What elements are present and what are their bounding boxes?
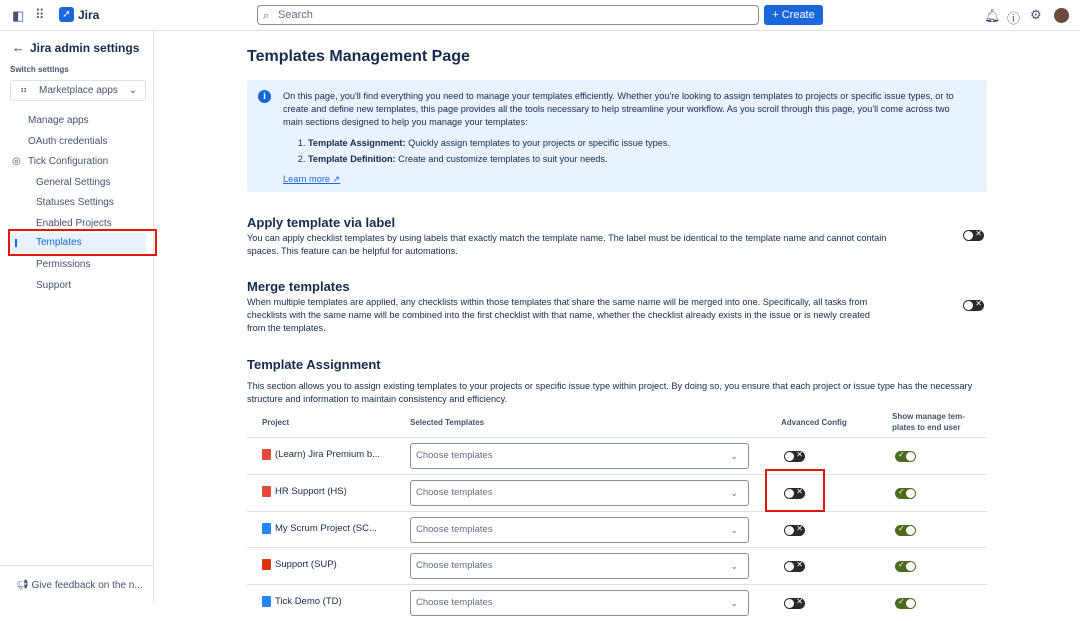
help-icon[interactable]: ⓘ	[1007, 11, 1021, 26]
notifications-icon[interactable]: 🔔︎	[984, 8, 1001, 23]
chevron-down-icon: ⌄	[730, 598, 738, 609]
column-header-selected: Selected Templates	[410, 418, 485, 427]
advanced-config-toggle[interactable]	[784, 561, 805, 572]
item-text: Quickly assign templates to your projects or specific issue types.	[405, 138, 671, 148]
feedback-button[interactable]	[0, 565, 154, 591]
show-manage-templates-toggle[interactable]	[895, 598, 916, 609]
advanced-config-toggle[interactable]	[784, 598, 805, 609]
top-bar	[0, 0, 1080, 31]
template-select[interactable]	[410, 443, 749, 469]
column-header-show: Show manage tem-plates to end user	[892, 412, 965, 432]
back-arrow-icon[interactable]: ←	[12, 40, 25, 55]
project-label: My Scrum Project (SC...	[275, 522, 377, 534]
project-name	[262, 449, 380, 460]
show-manage-templates-toggle[interactable]	[895, 451, 916, 462]
switch-settings-dropdown[interactable]	[10, 80, 146, 101]
column-header-project: Project	[262, 418, 290, 427]
advanced-config-toggle[interactable]	[784, 451, 805, 462]
info-list-item	[308, 153, 967, 166]
template-select-placeholder: Choose templates	[416, 560, 493, 572]
sidebar-toggle-icon[interactable]: ◧	[12, 8, 25, 23]
template-select-placeholder: Choose templates	[416, 486, 493, 498]
sidebar-item-statuses-settings[interactable]: Statuses Settings	[36, 197, 114, 208]
search-icon: ⌕	[263, 10, 270, 22]
tick-config-icon: ◎	[12, 156, 21, 167]
project-icon	[262, 523, 271, 534]
chevron-down-icon: ⌄	[730, 451, 738, 461]
sidebar-item-tick-configuration[interactable]: Tick Configuration	[28, 156, 109, 167]
create-button[interactable]: + Create	[764, 5, 823, 25]
column-header-advanced: Advanced Config	[781, 418, 847, 427]
switch-settings-label: Switch settings	[10, 65, 69, 74]
apply-label-desc: You can apply checklist templates by using labels that exactly match the template name. The label must be identical to the template name and cannot contain spaces. This feature can be helpful for automations.	[247, 233, 887, 256]
template-select-placeholder: Choose templates	[416, 450, 493, 461]
apply-label-toggle[interactable]	[963, 230, 984, 241]
sidebar-item-support[interactable]: Support	[36, 280, 72, 291]
megaphone-icon: 📢︎	[16, 580, 29, 591]
project-icon	[262, 449, 271, 460]
template-select-placeholder: Choose templates	[416, 597, 493, 609]
template-select-placeholder: Choose templates	[416, 523, 493, 535]
show-manage-templates-toggle[interactable]	[895, 525, 916, 536]
learn-more-label: Learn more	[283, 174, 330, 184]
app-switcher-icon[interactable]: ⠿	[35, 7, 45, 22]
info-icon: i	[258, 90, 271, 103]
apps-icon: ⠶	[20, 85, 28, 96]
chevron-down-icon: ⌄	[128, 85, 137, 96]
sidebar-item-general-settings[interactable]: General Settings	[36, 177, 111, 188]
jira-logo-icon[interactable]: ➚	[59, 7, 74, 22]
project-name	[262, 559, 337, 570]
chevron-down-icon: ⌄	[730, 561, 738, 572]
create-label: Create	[781, 9, 815, 21]
sidebar-item-manage-apps[interactable]: Manage apps	[28, 115, 89, 126]
advanced-config-toggle[interactable]	[784, 525, 805, 536]
info-list-item	[308, 137, 967, 150]
item-bold: Template Definition:	[308, 154, 396, 164]
merge-templates-desc: When multiple templates are applied, any checklists within those templates that share the same name will be merged into one. Specifically, all tasks from checklists with the same name will be combined into the first checklist with that name, whether the checklist already exists in the issue or is newly created from the templates.	[247, 297, 870, 333]
info-text: On this page, you'll find everything you need to manage your templates efficiently. Whether you're looking to assign templates to projects or specific issue types, or to create and define new templates, this page provides all the tools necessary to help streamline your workflow. As you scroll through this page, you'll come across two main sections designed to help you manage your templates:	[283, 91, 954, 127]
merge-templates-toggle[interactable]	[963, 300, 984, 311]
sidebar-item-enabled-projects[interactable]: Enabled Projects	[36, 218, 112, 229]
table-row	[247, 474, 987, 511]
project-label: (Learn) Jira Premium b...	[275, 449, 381, 460]
template-assignment-heading: Template Assignment	[247, 357, 381, 372]
project-label: Support (SUP)	[275, 559, 337, 571]
chevron-down-icon: ⌄	[730, 487, 738, 498]
item-text: Create and customize templates to suit your needs.	[395, 154, 608, 164]
search-input[interactable]	[257, 5, 759, 25]
sidebar-title: Jira admin settings	[30, 41, 140, 55]
template-assignment-desc: This section allows you to assign existing templates to your projects or specific issue type within project. By doing so, you ensure that each project or issue type has the necessary structure and information to maintain consistency and efficiency.	[247, 381, 973, 404]
project-label: HR Support (HS)	[275, 485, 347, 497]
merge-templates-heading: Merge templates	[247, 279, 350, 294]
table-row	[247, 437, 987, 474]
sidebar-item-oauth[interactable]: OAuth credentials	[28, 136, 108, 147]
app-name[interactable]: Jira	[78, 8, 100, 22]
highlight-box	[765, 469, 825, 512]
project-icon	[262, 486, 271, 497]
template-select[interactable]	[410, 590, 749, 616]
settings-gear-icon[interactable]: ⚙	[1030, 7, 1042, 22]
switch-value: Marketplace apps	[39, 85, 118, 96]
show-manage-templates-toggle[interactable]	[895, 488, 916, 499]
table-row	[247, 511, 987, 548]
item-bold: Template Assignment:	[308, 138, 406, 148]
chevron-down-icon: ⌄	[730, 524, 738, 535]
template-select[interactable]	[410, 517, 749, 543]
sidebar	[0, 31, 154, 603]
project-name	[262, 486, 347, 497]
feedback-label: Give feedback on the n...	[31, 580, 143, 591]
sidebar-item-permissions[interactable]: Permissions	[36, 259, 91, 270]
learn-more-link[interactable]: Learn more ↗	[283, 174, 341, 184]
avatar[interactable]	[1054, 8, 1069, 23]
apply-label-heading: Apply template via label	[247, 215, 396, 230]
project-name	[262, 596, 342, 607]
project-label: Tick Demo (TD)	[275, 596, 342, 608]
highlight-box	[8, 229, 157, 256]
table-row	[247, 547, 987, 584]
project-icon	[262, 596, 271, 607]
template-select[interactable]	[410, 480, 749, 506]
template-select[interactable]	[410, 553, 749, 579]
sidebar-item-templates[interactable]: Templates	[10, 233, 146, 253]
project-name	[262, 523, 377, 534]
info-panel	[247, 80, 987, 192]
show-manage-templates-toggle[interactable]	[895, 561, 916, 572]
project-icon	[262, 559, 271, 570]
page-title: Templates Management Page	[247, 48, 470, 65]
search-placeholder: Search	[278, 9, 313, 21]
